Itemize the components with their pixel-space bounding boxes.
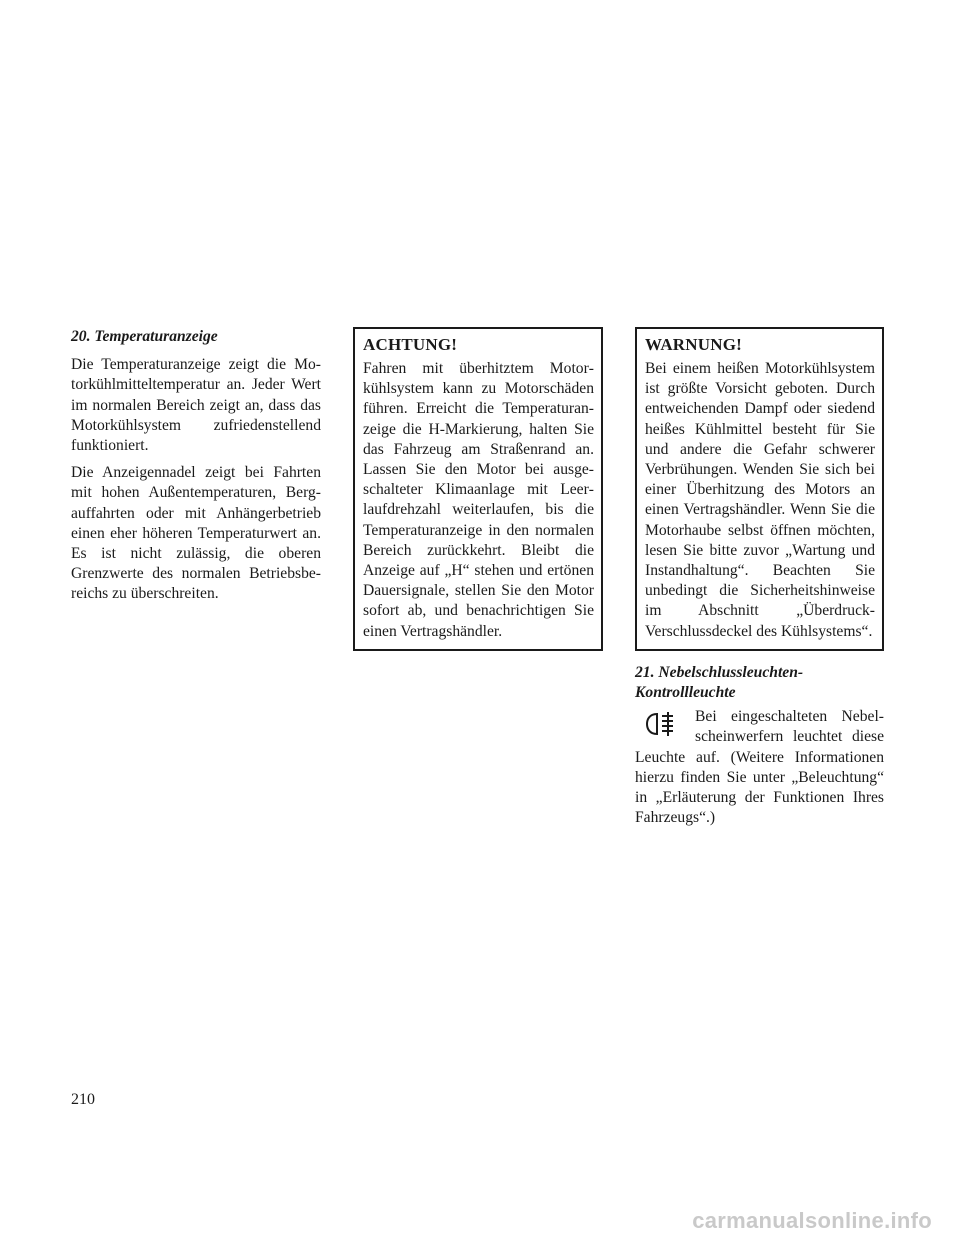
section-21-text: Bei eingeschalteten Nebelscheinwerfern leuchtet diese Leuchte auf. (Weitere Informationen hierzu finden Sie unter „Beleuchtung“ in „Erläuterung der Funktionen Ihres Fahrzeugs“.) [635,708,884,827]
section-20-paragraph-1: Die Temperaturanzeige zeigt die Motorkühlmitteltemperatur an. Jeder Wert im normalen Bereich zeigt an, dass das Motorkühlsystem zufriedenstellend funktioniert. [71,356,321,455]
warning-title: WARNUNG! [645,335,742,354]
watermark: carmanualsonline.info [692,1208,932,1233]
section-21 [635,663,884,829]
page-number: 210 [71,1091,95,1108]
warning-text: Bei einem heißen Motorkühlsystem ist größte Vorsicht geboten. Durch entweichenden Dampf oder siedend heißes Kühlmittel besteht für Sie und andere die Gefahr schwerer Verbrühungen. Wenden Sie sich bei einer Überhitzung des Motors an einen Vertragshändler. Wenn Sie die Motorhaube selbst öffnen möchten, lesen Sie bitte zuvor „Wartung und Instandhaltung“. Beachten Sie unbedingt die Sicherheitshinweise im Abschnitt „Überdruck-Verschlussdeckel des Kühlsystems“. [645,360,875,640]
section-21-body [635,707,884,828]
rear-fog-lamp-icon [643,709,683,739]
section-21-heading [635,663,884,703]
middle-column [353,327,603,651]
section-20-heading: 20. Temperaturanzeige [71,328,218,345]
warning-box [635,327,884,651]
section-21-heading-line-2: Kontrollleuchte [635,684,736,702]
caution-title: ACHTUNG! [363,335,458,354]
right-column [635,327,884,828]
section-20-paragraph-2: Die Anzeigennadel zeigt bei Fahrten mit hohen Außentemperaturen, Bergauffahrten oder mit Anhängerbetrieb einen eher höheren Temperaturwert an. Es ist nicht zulässig, die oberen Grenzwerte des normalen Betriebsbereichs zu überschreiten. [71,464,321,603]
caution-box [353,327,603,651]
caution-text: Fahren mit überhitztem Motorkühlsystem kann zu Motorschäden führen. Erreicht die Temperaturanzeige die H-Markierung, halten Sie das Fahrzeug am Straßenrand an. Lassen Sie den Motor bei ausgeschalteter Klimaanlage mit Leerlaufdrehzahl weiterlaufen, bis die Temperaturanzeige in den normalen Bereich zurückkehrt. Bleibt die Anzeige auf „H“ stehen und ertönen Dauersignale, stellen Sie den Motor sofort ab, und benachrichtigen Sie einen Vertragshändler. [363,360,594,640]
section-21-heading-line-1: 21. Nebelschlussleuchten- [635,663,804,681]
left-column [71,327,321,612]
